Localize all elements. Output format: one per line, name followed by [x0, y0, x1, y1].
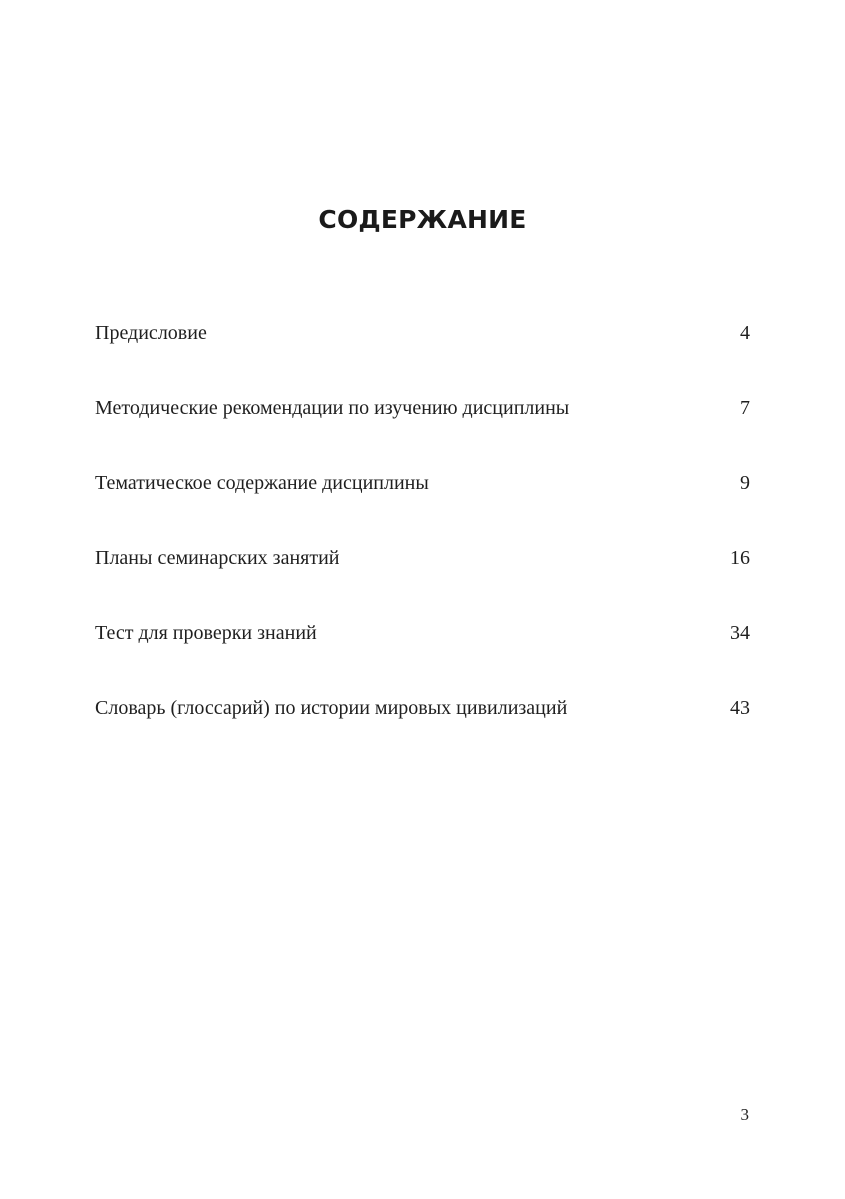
toc-entry-page: 34 [730, 622, 750, 644]
table-of-contents [95, 316, 750, 766]
toc-entry-title: Методические рекомендации по изучению дисциплины [95, 397, 570, 419]
toc-entry-page: 16 [730, 547, 750, 569]
toc-entry-title: Планы семинарских занятий [95, 547, 340, 569]
toc-entry-title: Тест для проверки знаний [95, 622, 317, 644]
toc-entry-page: 7 [740, 397, 750, 419]
page-title: СОДЕРЖАНИЕ [318, 205, 527, 234]
toc-entry-page: 4 [740, 322, 750, 344]
toc-entry [95, 541, 750, 616]
toc-entry [95, 466, 750, 541]
toc-entry [95, 316, 750, 391]
toc-entry [95, 616, 750, 691]
toc-entry-title: Словарь (глоссарий) по истории мировых цивилизаций [95, 697, 568, 719]
toc-entry-title: Предисловие [95, 322, 207, 344]
toc-entry [95, 691, 750, 766]
toc-entry-page: 9 [740, 472, 750, 494]
toc-entry-page: 43 [730, 697, 750, 719]
page-number: 3 [740, 1105, 749, 1124]
toc-entry-title: Тематическое содержание дисциплины [95, 472, 429, 494]
toc-entry [95, 391, 750, 466]
